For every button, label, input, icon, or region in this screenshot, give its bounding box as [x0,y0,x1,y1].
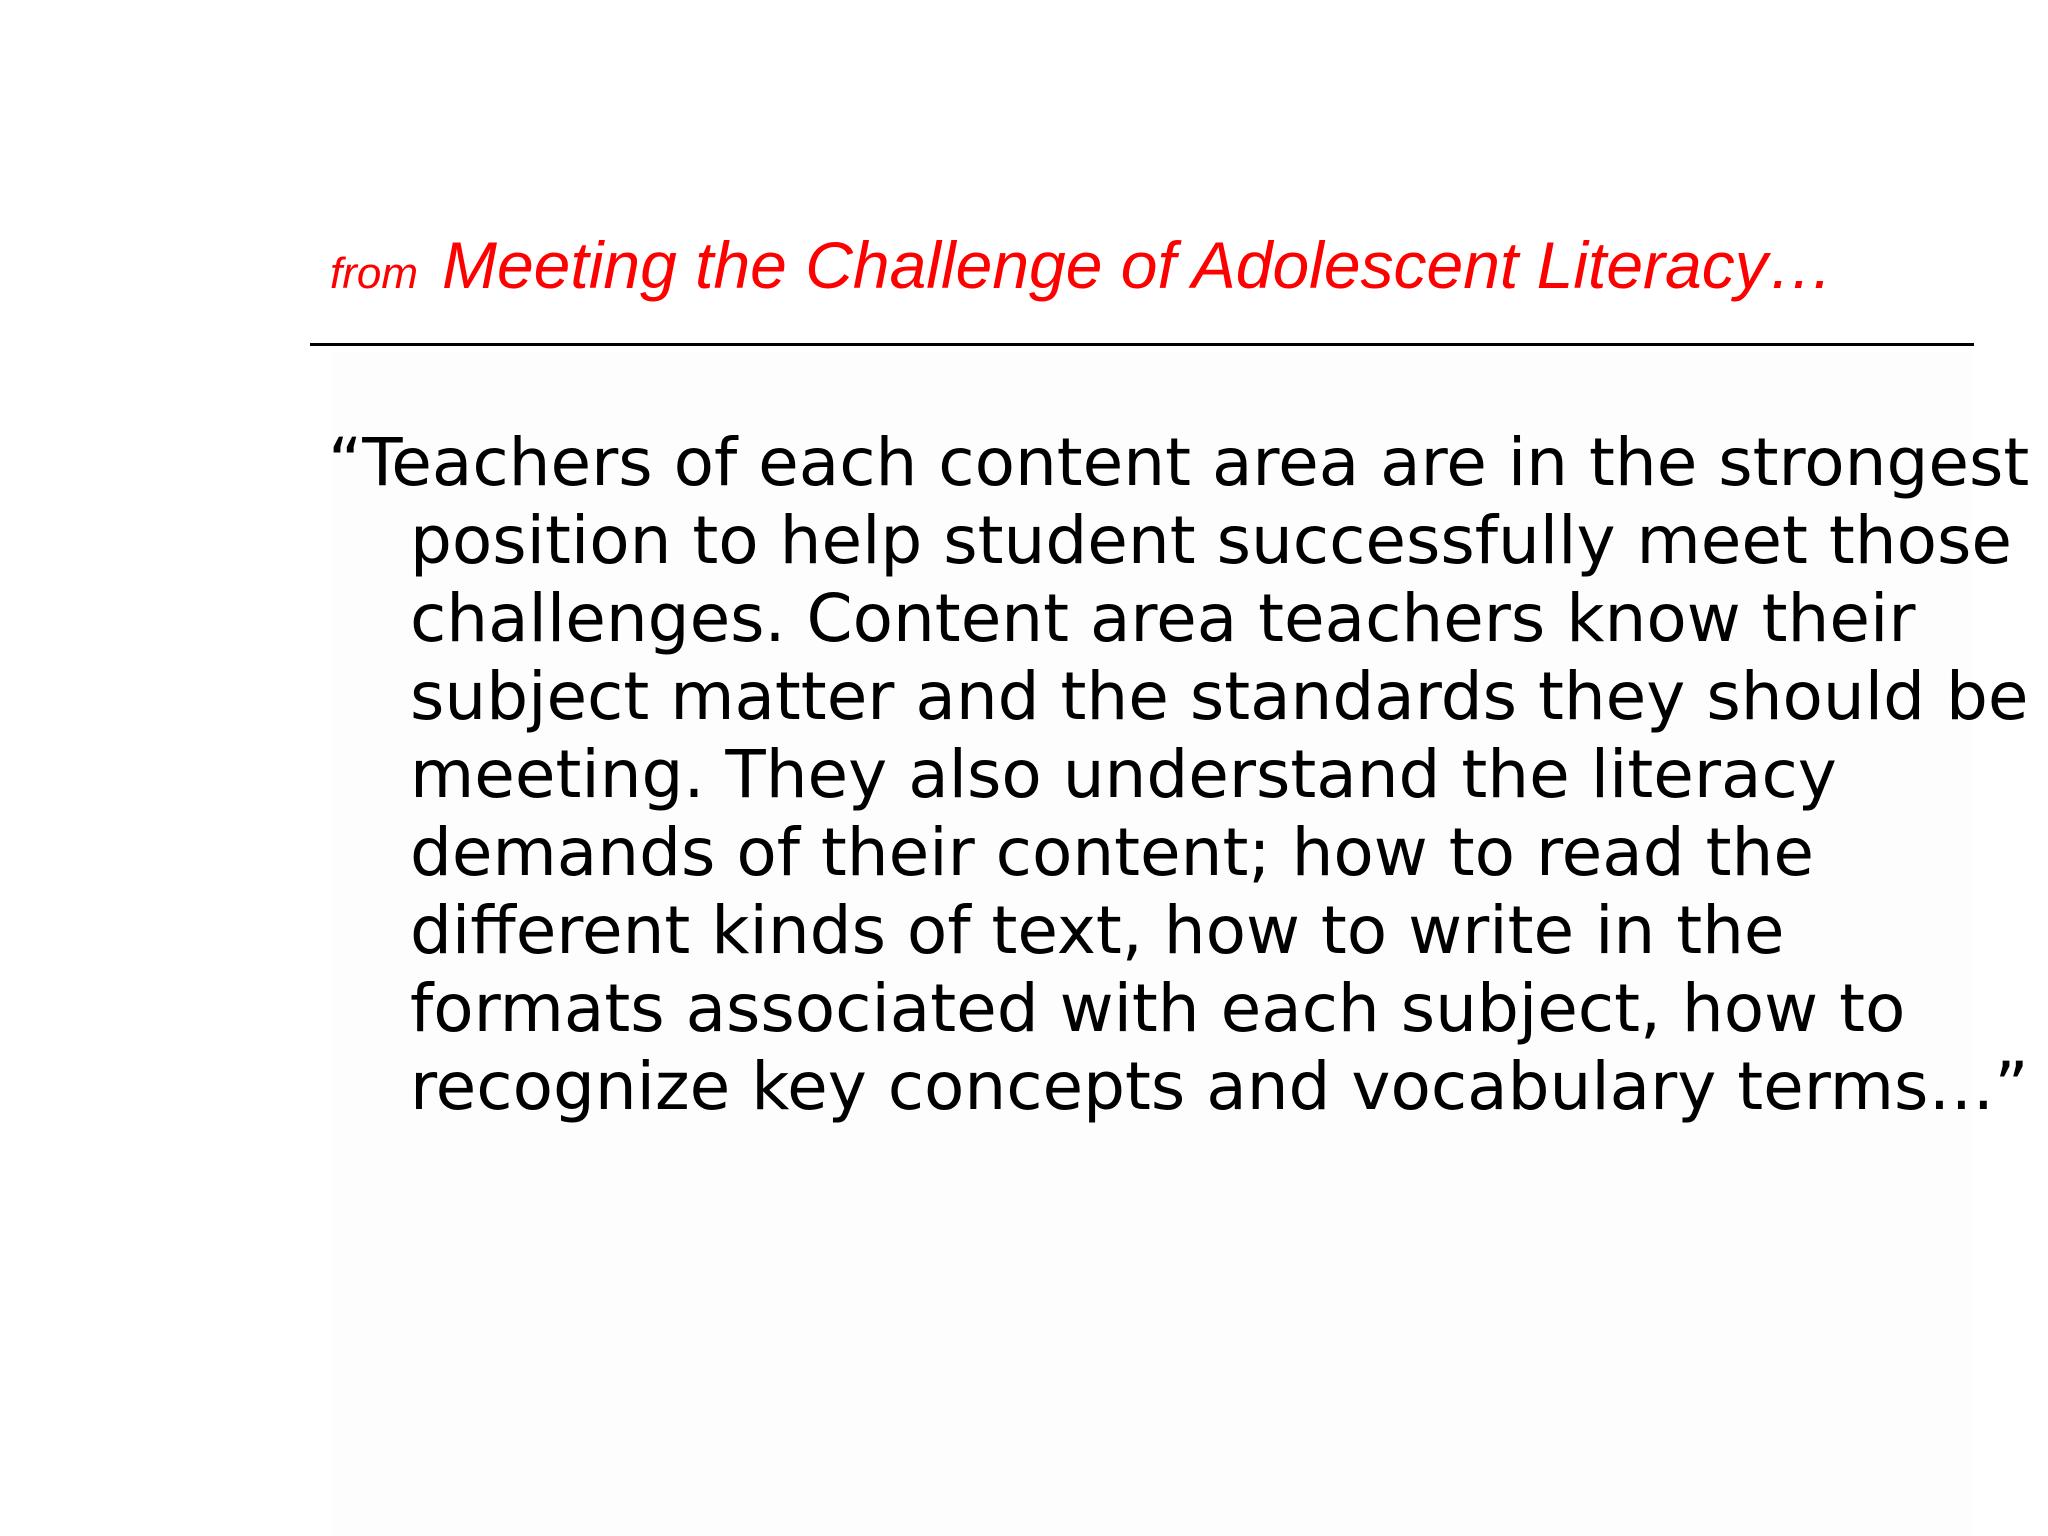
title-text: Meeting the Challenge of Adolescent Literacy… [442,228,1834,302]
title-divider [310,343,1974,346]
title-prefix: from [330,249,418,298]
quote-text: “Teachers of each content area are in the strongest position to help student successfully meet those challenges. Content area teachers know their subject matter and the standards they should be meeting. They also understand the literacy demands of their content; how to read the different kinds of text, how to write in the formats associated with each subject, how to recognize key concepts and vocabulary terms…” [328,424,2030,1125]
slide-title [330,228,1834,302]
